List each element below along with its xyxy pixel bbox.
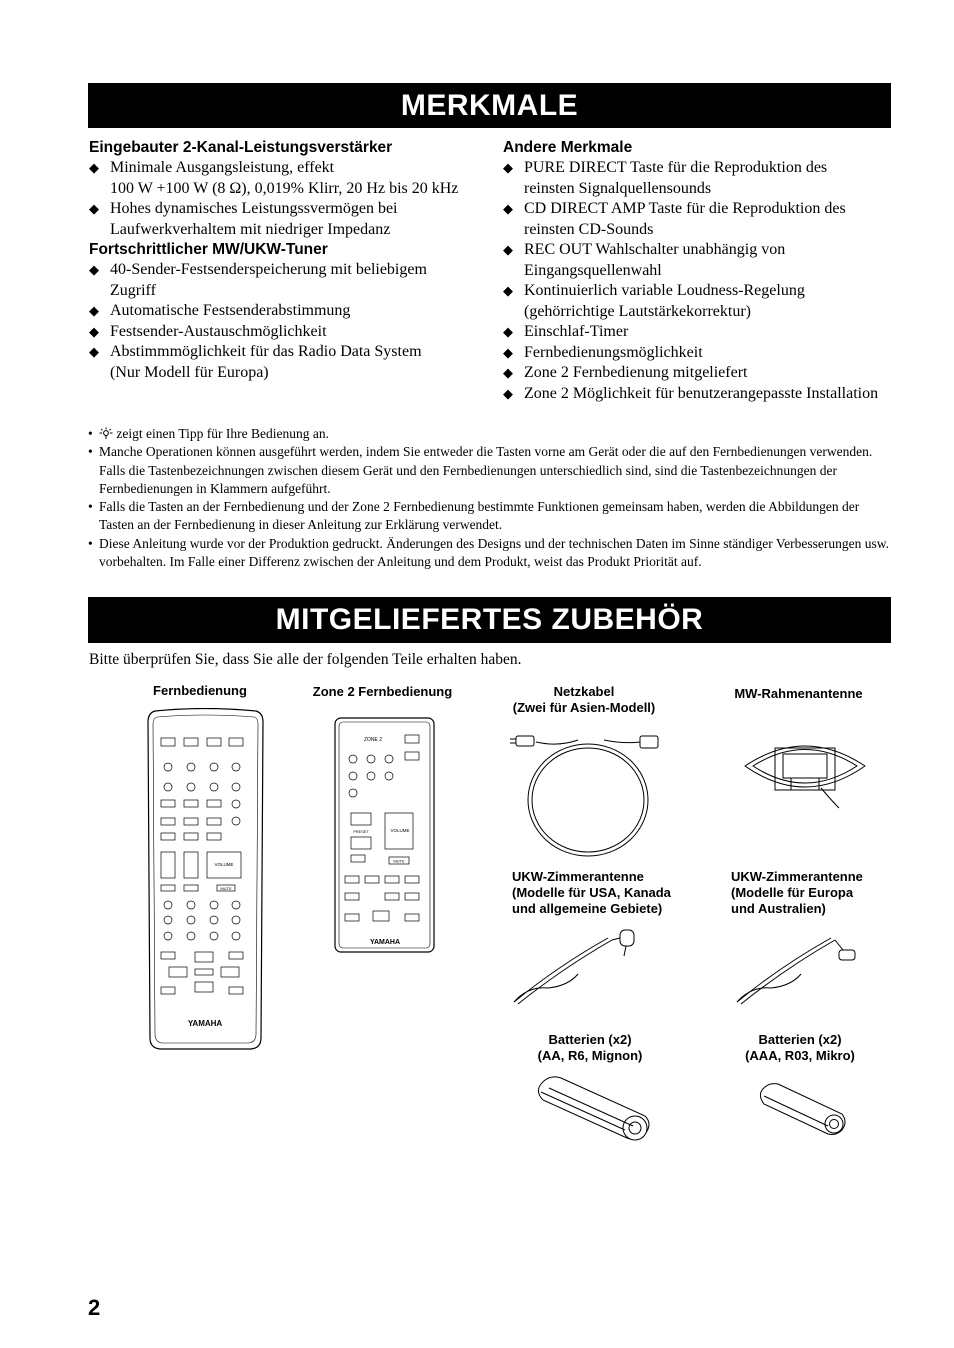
fm-antenna-eu-illustration (731, 926, 871, 1010)
zone2-preset-label: PRESET (353, 830, 369, 834)
list-item: ◆ Zone 2 Fernbedienung mitgeliefert (503, 363, 903, 384)
diamond-icon: ◆ (503, 324, 513, 339)
list-item: ◆ Minimale Ausgangsleistung, effekt 100 W +100 W (8 Ω), 0,019% Klirr, 20 Hz bis 20 kHz (89, 159, 459, 197)
features-right-column (503, 138, 903, 404)
remote-mute-label: MUTE (220, 886, 232, 891)
diamond-icon: ◆ (89, 303, 99, 318)
heading-tuner: Fortschrittlicher MW/UKW-Tuner (89, 241, 328, 258)
list-item: ◆ Automatische Festsenderabstimmung (89, 301, 489, 322)
caption-zone2: Zone 2 Fernbedienung (312, 684, 453, 699)
notes-list (88, 425, 893, 571)
features-left-column (89, 138, 489, 383)
power-cord-illustration (508, 722, 668, 862)
heading-other-features: Andere Merkmale (503, 139, 633, 156)
list-item: ◆ Abstimmmöglichkeit für das Radio Data System (Nur Modell für Europa) (89, 343, 422, 381)
diamond-icon: ◆ (503, 365, 513, 380)
list-item: ◆ 40-Sender-Festsenderspeicherung mit beliebigem Zugriff (89, 261, 427, 299)
list-item: ◆ Hohes dynamisches Leistungssvermögen bei Laufwerkverhaltem mit niedriger Impedanz (89, 200, 398, 238)
zone2-label: ZONE 2 (363, 737, 383, 743)
diamond-icon: ◆ (503, 160, 513, 175)
caption-mw-antenne: MW-Rahmenantenne (734, 686, 863, 701)
zone2-volume-label: VOLUME (390, 828, 410, 833)
list-item: ◆ Kontinuierlich variable Loudness-Regelung (gehörrichtige Lautstärkekorrektur) (503, 282, 805, 320)
batteries-aaa-illustration (752, 1078, 852, 1146)
section-title-zubehoer: MITGELIEFERTES ZUBEHÖR (88, 597, 891, 643)
remote-volume-label: VOLUME (214, 862, 234, 867)
section-title-merkmale: MERKMALE (88, 83, 891, 128)
list-item: ◆ Fernbedienungsmöglichkeit (503, 343, 903, 364)
caption-batterien-aaa: Batterien (x2) (AAA, R03, Mikro) (745, 1032, 855, 1063)
amplifier-list (89, 158, 489, 240)
accessories-intro: Bitte überprüfen Sie, dass Sie alle der folgenden Teile erhalten haben. (89, 651, 522, 668)
tuner-list (89, 260, 489, 383)
diamond-icon: ◆ (503, 201, 513, 216)
note-item: • Diese Anleitung wurde vor der Produktion gedruckt. Änderungen des Designs und der technischen Daten im Sinne ständiger Verbesserungen usw. vorbehalten. Im Falle einer Differenz zwischen der Anleitung und dem Produkt, weist das Produkt Priorität auf. (88, 535, 889, 570)
caption-ukw-eu: UKW-Zimmerantenne (Modelle für Europa und Australien) (731, 869, 863, 916)
diamond-icon: ◆ (89, 201, 99, 216)
diamond-icon: ◆ (89, 262, 99, 277)
caption-netzkabel: Netzkabel (Zwei für Asien-Modell) (512, 684, 656, 715)
tip-icon (99, 427, 113, 439)
remote-control-illustration (143, 708, 268, 1052)
list-item: ◆ REC OUT Wahlschalter unabhängig von Eingangsquellenwahl (503, 241, 786, 279)
list-item: ◆ PURE DIRECT Taste für die Reproduktion des reinsten Signalquellensounds (503, 159, 828, 197)
diamond-icon: ◆ (89, 344, 99, 359)
zone2-mute-label: MUTE (393, 858, 405, 864)
caption-ukw-usa: UKW-Zimmerantenne (Modelle für USA, Kanada und allgemeine Gebiete) (512, 869, 671, 916)
list-item: ◆ Festsender-Austauschmöglichkeit (89, 322, 489, 343)
page-number: 2 (88, 1295, 101, 1320)
note-item: • Falls die Tasten an der Fernbedienung und der Zone 2 Fernbedienung bestimmte Funktionen gemeinsam haben, werden die Abbildungen der Tasten an der Fernbedienung in dieser Anleitung zur Erklärung verwendet. (88, 499, 860, 533)
diamond-icon: ◆ (89, 323, 99, 339)
zone2-brand-label: YAMAHA (369, 939, 401, 946)
note-item: • Manche Operationen können ausgeführt werden, indem Sie entweder die Tasten vorne am Gerät oder die auf den Fernbedienungen verwenden. Falls die Tastenbezeichnungen zwischen diesem Gerät und den Fernbedienungen unterschiedlich sind, sind die Tastenbezeichnungen der Fernbedienungen in Klammern aufgeführt. (88, 444, 873, 496)
diamond-icon: ◆ (503, 385, 513, 401)
list-item: ◆ CD DIRECT AMP Taste für die Reproduktion des reinsten CD-Sounds (503, 200, 846, 238)
diamond-icon: ◆ (503, 344, 513, 360)
diamond-icon: ◆ (503, 242, 513, 257)
fm-antenna-usa-illustration (508, 926, 648, 1010)
batteries-aa-illustration (527, 1072, 657, 1148)
list-item: ◆ Einschlaf-Timer (503, 322, 903, 343)
other-features-list (503, 158, 903, 404)
note-item: • zeigt einen Tipp für Ihre Bedienung an. (88, 426, 329, 441)
remote-brand-label: YAMAHA (187, 1019, 223, 1028)
caption-batterien-aa: Batterien (x2) (AA, R6, Mignon) (537, 1032, 643, 1063)
caption-fernbedienung: Fernbedienung (153, 683, 247, 698)
diamond-icon: ◆ (503, 283, 513, 298)
diamond-icon: ◆ (89, 160, 99, 175)
mw-antenna-illustration (735, 716, 875, 816)
zone2-remote-illustration (333, 716, 437, 956)
heading-amplifier: Eingebauter 2-Kanal-Leistungsverstärker (89, 139, 393, 156)
list-item: ◆ Zone 2 Möglichkeit für benutzerangepasste Installation (503, 384, 903, 405)
